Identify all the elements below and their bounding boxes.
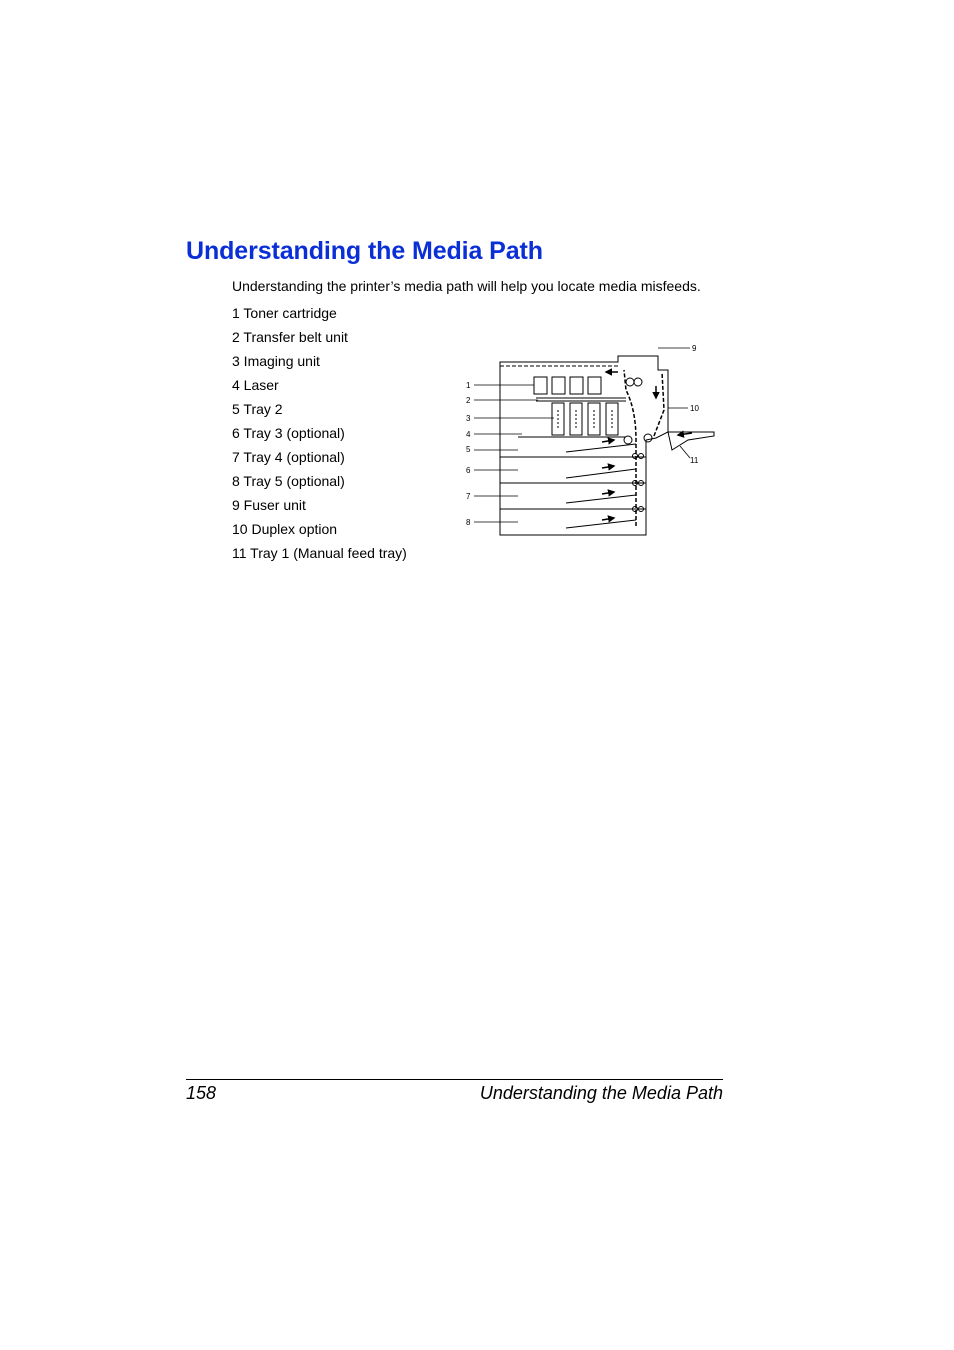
callout-11: 11 xyxy=(690,456,699,465)
callout-8: 8 xyxy=(466,518,471,527)
page-title: Understanding the Media Path xyxy=(186,237,543,265)
legend-item-laser: 4 Laser xyxy=(232,377,279,393)
callout-1: 1 xyxy=(466,381,471,390)
legend-item-tray-3: 6 Tray 3 (optional) xyxy=(232,425,345,441)
legend-item-manual-feed-tray: 11 Tray 1 (Manual feed tray) xyxy=(232,545,407,561)
transfer-belt xyxy=(536,398,626,401)
callout-10: 10 xyxy=(690,404,699,413)
intro-paragraph: Understanding the printer’s media path will help you locate media misfeeds. xyxy=(232,278,701,294)
footer-divider xyxy=(186,1079,723,1080)
callout-7: 7 xyxy=(466,492,471,501)
callout-5: 5 xyxy=(466,445,471,454)
component-legend-list xyxy=(232,301,407,565)
footer-running-title: Understanding the Media Path xyxy=(479,1083,723,1103)
legend-item-transfer-belt-unit: 2 Transfer belt unit xyxy=(232,329,348,345)
legend-item-duplex-option: 10 Duplex option xyxy=(232,521,338,537)
media-path-diagram xyxy=(458,340,722,540)
manual-feed-tray xyxy=(668,432,714,450)
tray-dividers xyxy=(500,457,646,509)
callout-2: 2 xyxy=(466,396,471,405)
legend-item-tray-5: 8 Tray 5 (optional) xyxy=(232,473,345,489)
callout-9: 9 xyxy=(692,344,697,353)
legend-item-tray-2: 5 Tray 2 xyxy=(232,401,283,417)
legend-item-imaging-unit: 3 Imaging unit xyxy=(232,353,320,369)
footer-page-number: 158 xyxy=(186,1083,217,1103)
legend-item-tray-4: 7 Tray 4 (optional) xyxy=(232,449,345,465)
toner-cartridges xyxy=(534,377,601,394)
callout-4: 4 xyxy=(466,430,471,439)
callout-6: 6 xyxy=(466,466,471,475)
media-path-line xyxy=(624,370,664,526)
printer-body-outline xyxy=(500,356,668,535)
imaging-units xyxy=(552,403,618,435)
callout-3: 3 xyxy=(466,414,471,423)
legend-item-fuser-unit: 9 Fuser unit xyxy=(232,497,306,513)
legend-item-toner-cartridge: 1 Toner cartridge xyxy=(232,305,337,321)
